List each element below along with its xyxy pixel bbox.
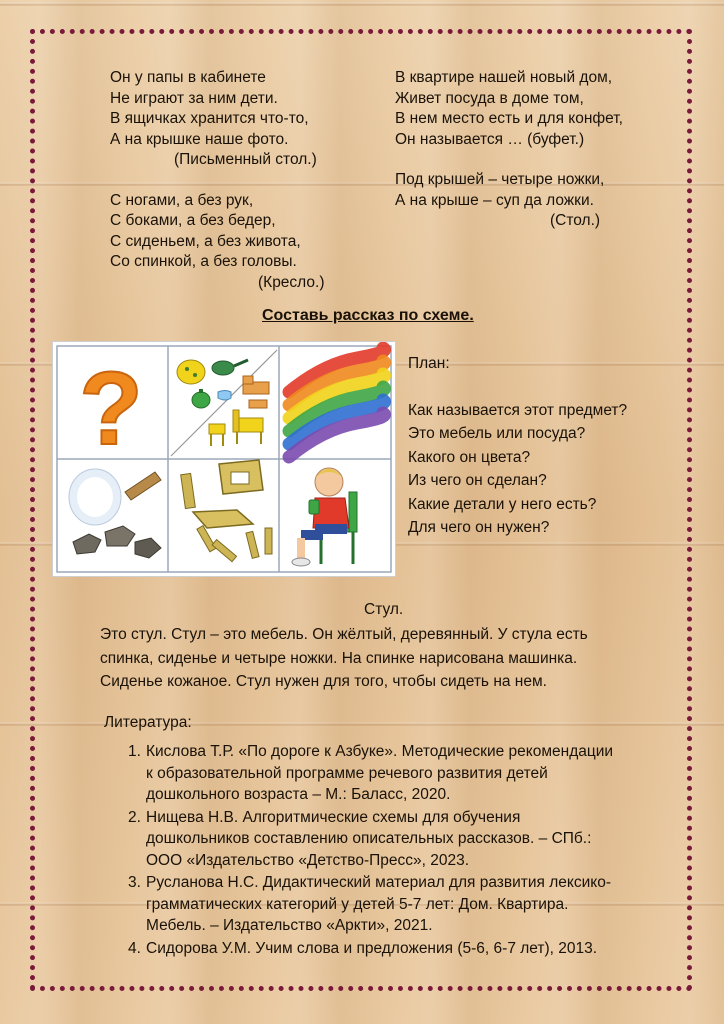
literature-item-line: грамматических категорий у детей 5-7 лет: Дом. Квартира. — [146, 895, 569, 913]
riddle-line: А на крышке наше фото. — [110, 130, 289, 148]
plan-question: Как называется этот предмет? — [408, 401, 628, 419]
riddles-left-column — [110, 68, 325, 293]
literature-heading: Литература: — [104, 714, 192, 731]
riddle-line: Он у папы в кабинете — [110, 69, 266, 86]
riddle-answer: (Кресло.) — [258, 273, 325, 291]
riddle-line: Со спинкой, а без головы. — [110, 253, 297, 270]
plan-question: Какого он цвета? — [408, 448, 531, 466]
riddle-answer: (Письменный стол.) — [174, 151, 317, 168]
literature-item — [128, 741, 688, 806]
riddles-right-column — [395, 68, 623, 232]
literature-item-number: 1. — [128, 743, 141, 760]
plan-question: Из чего он сделан? — [408, 472, 547, 489]
literature-item-number: 4. — [128, 939, 141, 957]
riddle-line: С боками, а без бедер, — [110, 212, 276, 229]
plan-title: План: — [408, 355, 450, 372]
question-mark-icon — [79, 351, 143, 467]
literature-item-line: Кислова Т.Р. «По дороге к Азбуке». Методические рекомендации — [146, 743, 614, 760]
riddle-line: Он называется … (буфет.) — [395, 130, 585, 148]
story-line: Это стул. Стул – это мебель. Он жёлтый, деревянный. У стула есть — [100, 626, 588, 643]
literature-item-line: Сидорова У.М. Учим слова и предложения (5-6, 6-7 лет), 2013. — [146, 939, 598, 957]
plan-block — [408, 352, 627, 540]
riddle-line: С ногами, а без рук, — [110, 191, 254, 209]
literature-item-line: Нищева Н.В. Алгоритмические схемы для обучения — [146, 808, 521, 826]
story-text — [100, 623, 660, 694]
literature-item-line: дошкольников составлению описательных рассказов. – СПб.: — [146, 830, 592, 847]
riddle-line: В нем место есть и для конфет, — [395, 110, 623, 127]
riddle-line: Живет посуда в доме том, — [395, 89, 584, 107]
literature-item — [128, 807, 688, 872]
task-title: Составь рассказ по схеме. — [262, 307, 474, 324]
riddle-line: Под крышей – четыре ножки, — [395, 171, 605, 188]
riddle-line: В квартире нашей новый дом, — [395, 69, 613, 86]
plan-question: Для чего он нужен? — [408, 519, 550, 536]
literature-item-line: дошкольного возраста – М.: Баласс, 2020. — [146, 786, 451, 803]
story-title: Стул. — [364, 601, 404, 618]
riddle-line: А на крыше – суп да ложки. — [395, 191, 594, 209]
story-line: Сиденье кожаное. Стул нужен для того, чтобы сидеть на нем. — [100, 673, 547, 690]
literature-list — [128, 741, 688, 960]
plan-question: Это мебель или посуда? — [408, 425, 586, 442]
svg-text:?: ? — [79, 351, 143, 467]
story-scheme-image — [52, 341, 396, 577]
riddle-answer: (Стол.) — [550, 212, 601, 229]
literature-item-number: 2. — [128, 808, 141, 826]
literature-item — [128, 872, 688, 937]
literature-item-line: Мебель. – Издательство «Аркти», 2021. — [146, 917, 433, 934]
riddle-line: Не играют за ним дети. — [110, 89, 278, 107]
story-line: спинка, сиденье и четыре ножки. На спинке нарисована машинка. — [100, 649, 578, 667]
literature-item-line: ООО «Издательство «Детство-Пресс», 2023. — [146, 851, 470, 869]
literature-item-number: 3. — [128, 874, 141, 891]
literature-item — [128, 938, 688, 960]
riddle-line: В ящичках хранится что-то, — [110, 110, 309, 127]
riddle-line: С сиденьем, а без живота, — [110, 232, 301, 250]
literature-item-line: к образовательной программе речевого развития детей — [146, 764, 548, 782]
plan-question: Какие детали у него есть? — [408, 495, 597, 513]
literature-item-line: Русланова Н.С. Дидактический материал для развития лексико- — [146, 874, 611, 891]
